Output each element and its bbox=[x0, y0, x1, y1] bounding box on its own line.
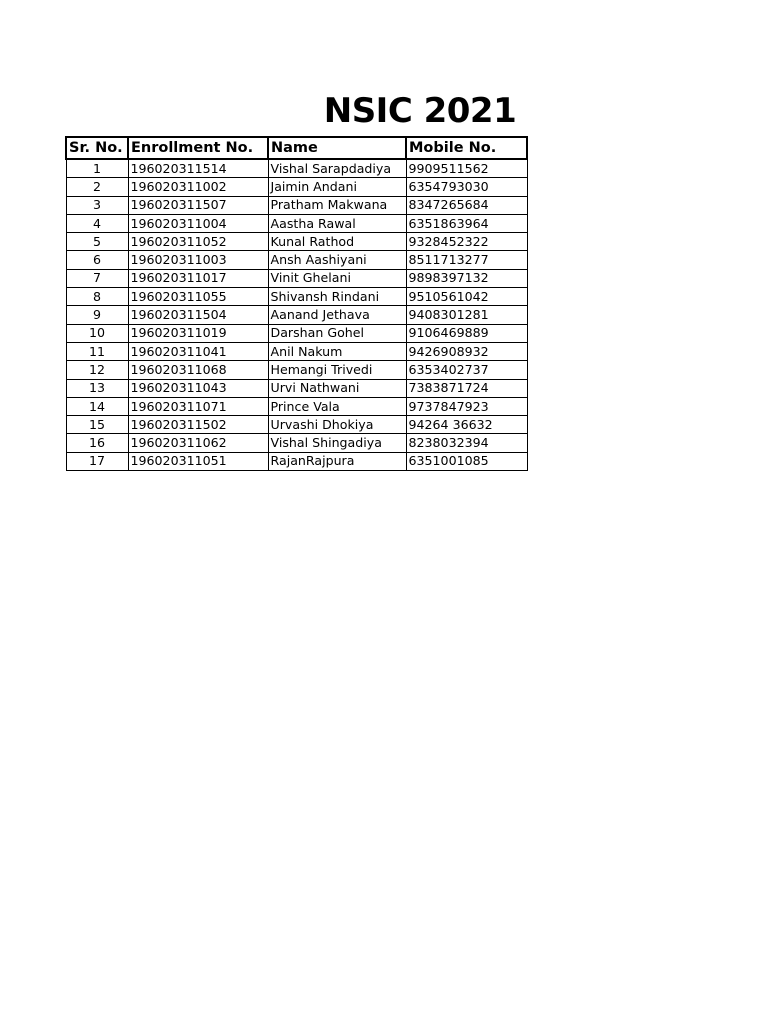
cell-enrollment-no: 196020311507 bbox=[128, 196, 268, 214]
cell-sr-no: 1 bbox=[66, 159, 128, 178]
cell-name: Hemangi Trivedi bbox=[268, 361, 406, 379]
cell-enrollment-no: 196020311055 bbox=[128, 288, 268, 306]
cell-enrollment-no: 196020311514 bbox=[128, 159, 268, 178]
table-row bbox=[66, 159, 527, 178]
cell-mobile-no: 8347265684 bbox=[406, 196, 527, 214]
cell-mobile-no: 7383871724 bbox=[406, 379, 527, 397]
table-row bbox=[66, 397, 527, 415]
cell-mobile-no: 9737847923 bbox=[406, 397, 527, 415]
cell-enrollment-no: 196020311004 bbox=[128, 214, 268, 232]
cell-name: Jaimin Andani bbox=[268, 178, 406, 196]
cell-sr-no: 9 bbox=[66, 306, 128, 324]
cell-sr-no: 2 bbox=[66, 178, 128, 196]
table-row bbox=[66, 251, 527, 269]
cell-name: Pratham Makwana bbox=[268, 196, 406, 214]
cell-enrollment-no: 196020311504 bbox=[128, 306, 268, 324]
table-row bbox=[66, 342, 527, 360]
table-row bbox=[66, 361, 527, 379]
cell-name: Kunal Rathod bbox=[268, 233, 406, 251]
header-enrollment-no: Enrollment No. bbox=[128, 137, 268, 159]
cell-mobile-no: 6354793030 bbox=[406, 178, 527, 196]
cell-enrollment-no: 196020311017 bbox=[128, 269, 268, 287]
header-sr-no: Sr. No. bbox=[66, 137, 128, 159]
table-row bbox=[66, 452, 527, 470]
table-row bbox=[66, 379, 527, 397]
table-row bbox=[66, 196, 527, 214]
cell-enrollment-no: 196020311051 bbox=[128, 452, 268, 470]
table-row bbox=[66, 288, 527, 306]
cell-enrollment-no: 196020311043 bbox=[128, 379, 268, 397]
cell-sr-no: 12 bbox=[66, 361, 128, 379]
cell-mobile-no: 9328452322 bbox=[406, 233, 527, 251]
cell-sr-no: 11 bbox=[66, 342, 128, 360]
cell-name: RajanRajpura bbox=[268, 452, 406, 470]
cell-sr-no: 10 bbox=[66, 324, 128, 342]
cell-sr-no: 15 bbox=[66, 416, 128, 434]
cell-mobile-no: 8511713277 bbox=[406, 251, 527, 269]
cell-mobile-no: 6351001085 bbox=[406, 452, 527, 470]
table-header-row bbox=[66, 137, 527, 159]
cell-sr-no: 6 bbox=[66, 251, 128, 269]
cell-enrollment-no: 196020311002 bbox=[128, 178, 268, 196]
cell-enrollment-no: 196020311052 bbox=[128, 233, 268, 251]
cell-enrollment-no: 196020311003 bbox=[128, 251, 268, 269]
student-table bbox=[65, 136, 528, 471]
cell-name: Darshan Gohel bbox=[268, 324, 406, 342]
cell-mobile-no: 8238032394 bbox=[406, 434, 527, 452]
table-row bbox=[66, 306, 527, 324]
cell-name: Urvashi Dhokiya bbox=[268, 416, 406, 434]
table-body bbox=[66, 159, 527, 471]
cell-enrollment-no: 196020311062 bbox=[128, 434, 268, 452]
cell-name: Vishal Shingadiya bbox=[268, 434, 406, 452]
table-row bbox=[66, 434, 527, 452]
cell-sr-no: 14 bbox=[66, 397, 128, 415]
table-row bbox=[66, 269, 527, 287]
cell-mobile-no: 6353402737 bbox=[406, 361, 527, 379]
cell-mobile-no: 94264 36632 bbox=[406, 416, 527, 434]
cell-name: Urvi Nathwani bbox=[268, 379, 406, 397]
cell-sr-no: 8 bbox=[66, 288, 128, 306]
page-title: NSIC 2021 bbox=[323, 91, 517, 131]
cell-sr-no: 13 bbox=[66, 379, 128, 397]
header-name: Name bbox=[268, 137, 406, 159]
cell-sr-no: 16 bbox=[66, 434, 128, 452]
table-row bbox=[66, 233, 527, 251]
cell-sr-no: 5 bbox=[66, 233, 128, 251]
cell-enrollment-no: 196020311019 bbox=[128, 324, 268, 342]
cell-name: Vinit Ghelani bbox=[268, 269, 406, 287]
cell-mobile-no: 9106469889 bbox=[406, 324, 527, 342]
cell-mobile-no: 6351863964 bbox=[406, 214, 527, 232]
cell-mobile-no: 9898397132 bbox=[406, 269, 527, 287]
cell-mobile-no: 9426908932 bbox=[406, 342, 527, 360]
cell-name: Aastha Rawal bbox=[268, 214, 406, 232]
table-row bbox=[66, 178, 527, 196]
cell-name: Shivansh Rindani bbox=[268, 288, 406, 306]
cell-enrollment-no: 196020311041 bbox=[128, 342, 268, 360]
header-mobile-no: Mobile No. bbox=[406, 137, 527, 159]
cell-name: Prince Vala bbox=[268, 397, 406, 415]
cell-mobile-no: 9408301281 bbox=[406, 306, 527, 324]
table-row bbox=[66, 416, 527, 434]
table-row bbox=[66, 324, 527, 342]
cell-name: Aanand Jethava bbox=[268, 306, 406, 324]
cell-sr-no: 3 bbox=[66, 196, 128, 214]
cell-sr-no: 17 bbox=[66, 452, 128, 470]
cell-sr-no: 4 bbox=[66, 214, 128, 232]
table-row bbox=[66, 214, 527, 232]
cell-name: Ansh Aashiyani bbox=[268, 251, 406, 269]
cell-mobile-no: 9909511562 bbox=[406, 159, 527, 178]
cell-sr-no: 7 bbox=[66, 269, 128, 287]
cell-enrollment-no: 196020311071 bbox=[128, 397, 268, 415]
cell-mobile-no: 9510561042 bbox=[406, 288, 527, 306]
cell-name: Vishal Sarapdadiya bbox=[268, 159, 406, 178]
cell-name: Anil Nakum bbox=[268, 342, 406, 360]
cell-enrollment-no: 196020311502 bbox=[128, 416, 268, 434]
cell-enrollment-no: 196020311068 bbox=[128, 361, 268, 379]
